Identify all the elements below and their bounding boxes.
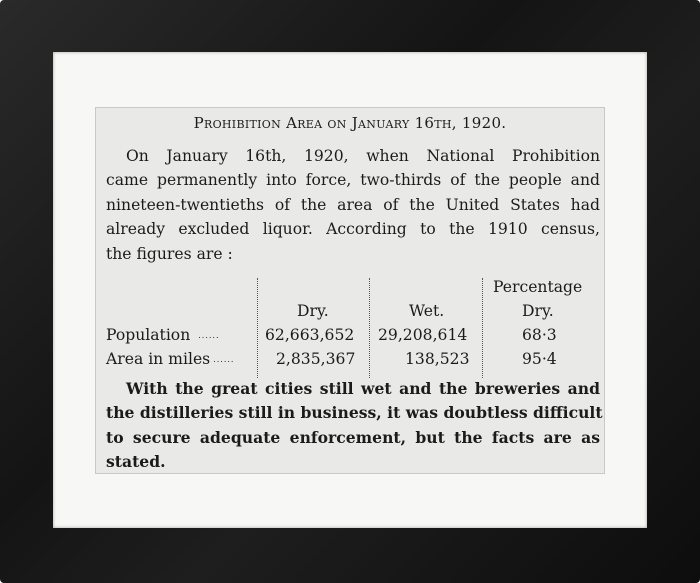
header-wet: Wet.	[409, 302, 445, 320]
leader-dots: ......	[198, 331, 220, 340]
closing-paragraph	[106, 377, 603, 474]
intro-line: nineteen-twentieths of the area of the United States had	[106, 195, 600, 214]
intro-line: already excluded liquor. According to the 1910 census,	[106, 220, 600, 239]
printed-page	[95, 107, 605, 474]
closing-line: With the great cities still wet and the breweries and	[126, 379, 600, 398]
row-label	[106, 326, 220, 344]
closing-line: to secure adequate enforcement, but the facts are as	[106, 427, 600, 447]
closing-line: the distilleries still in business, it was doubtless difficult	[106, 403, 603, 423]
population-dry: 62,663,652	[265, 326, 355, 344]
area-percentage: 95·4	[522, 350, 557, 368]
intro-line: On January 16th, 1920, when National Prohibition	[126, 147, 600, 165]
column-divider	[482, 278, 483, 378]
header-dry: Dry.	[297, 302, 329, 320]
population-percentage: 68·3	[522, 326, 557, 344]
header-percentage: Percentage	[493, 278, 583, 296]
census-table	[96, 274, 605, 374]
closing-line: stated.	[106, 452, 166, 472]
population-wet: 29,208,614	[378, 326, 468, 344]
row-label-text: Population	[106, 326, 191, 344]
column-divider	[257, 278, 258, 378]
intro-line: the figures are :	[106, 244, 233, 263]
area-dry: 2,835,367	[276, 350, 356, 368]
row-label	[106, 350, 234, 368]
page-title: Prohibition Area on January 16th, 1920.	[193, 114, 507, 132]
intro-paragraph	[106, 144, 600, 266]
leader-dots: ......	[213, 355, 235, 364]
row-label-text: Area in miles	[106, 350, 211, 368]
intro-line: came permanently into force, two-thirds of the people and	[106, 171, 600, 190]
column-divider	[369, 278, 370, 378]
area-wet: 138,523	[405, 350, 470, 368]
header-percentage-dry: Dry.	[522, 302, 554, 320]
